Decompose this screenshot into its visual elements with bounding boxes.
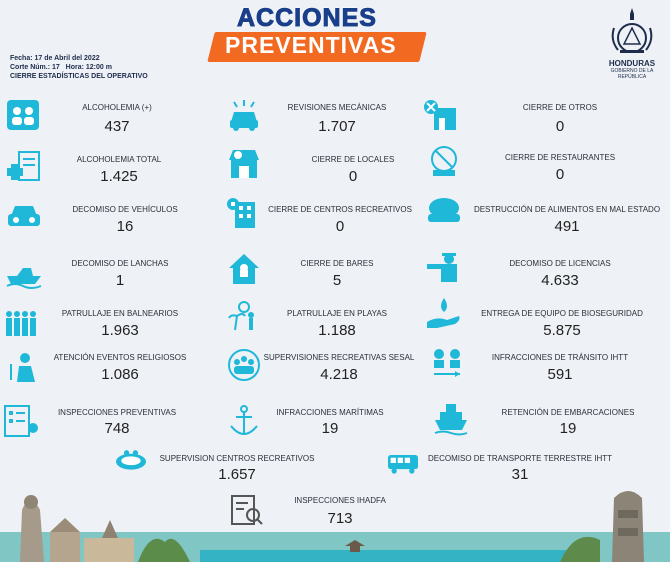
stat-value-decomiso-de-lanchas: 1 bbox=[115, 272, 125, 289]
bus-icon bbox=[382, 448, 424, 483]
group-circle-icon bbox=[225, 348, 263, 387]
stat-value-inspecciones-ihadfa: 713 bbox=[327, 510, 353, 527]
stat-label-supervisiones-recreativas-sesal: SUPERVISIONES RECREATIVAS SESAL bbox=[263, 353, 415, 362]
footer-scenery bbox=[0, 480, 670, 562]
building-icon bbox=[84, 538, 134, 562]
report-closure: CIERRE ESTADÍSTICAS DEL OPERATIVO bbox=[10, 73, 148, 80]
stat-value-decomiso-de-licencias: 4.633 bbox=[541, 272, 579, 289]
building-lock-icon bbox=[225, 196, 263, 235]
stat-label-atencion-eventos-religiosos: ATENCIÓN EVENTOS RELIGIOSOS bbox=[53, 353, 187, 362]
stat-label-decomiso-de-lanchas: DECOMISO DE LANCHAS bbox=[71, 259, 169, 268]
stat-value-platrullaje-en-playas: 1.188 bbox=[318, 322, 356, 339]
stat-label-alcoholemia: ALCOHOLEMIA (+) bbox=[82, 103, 152, 112]
stat-value-entrega-de-equipo-de-bioseguridad: 5.875 bbox=[543, 322, 581, 339]
logo-name: HONDURAS bbox=[608, 59, 656, 68]
stat-label-platrullaje-en-playas: PLATRULLAJE EN PLAYAS bbox=[286, 309, 388, 318]
report-meta bbox=[10, 54, 148, 81]
title-block bbox=[205, 4, 435, 62]
stat-label-cierre-de-bares: CIERRE DE BARES bbox=[300, 259, 374, 268]
hand-drop-icon bbox=[425, 296, 463, 335]
checklist-icon bbox=[3, 404, 41, 443]
stat-label-retencion-de-embarcaciones: RETENCIÓN DE EMBARCACIONES bbox=[501, 408, 635, 417]
shop-closed-icon bbox=[422, 98, 460, 137]
statue-icon bbox=[20, 500, 44, 562]
praying-icon bbox=[5, 350, 43, 389]
stat-value-cierre-de-restaurantes: 0 bbox=[555, 166, 565, 183]
stat-value-supervisiones-recreativas-sesal: 4.218 bbox=[320, 366, 358, 383]
anchor-icon bbox=[225, 404, 263, 443]
stat-label-infracciones-maritimas: INFRACCIONES MARÍTIMAS bbox=[276, 408, 384, 417]
stat-value-alcoholemia-total: 1.425 bbox=[100, 168, 138, 185]
house-lock-icon bbox=[225, 252, 263, 291]
stat-label-entrega-de-equipo-de-bioseguridad: ENTREGA DE EQUIPO DE BIOSEGURIDAD bbox=[481, 309, 643, 318]
stela-icon bbox=[612, 491, 644, 562]
stat-label-alcoholemia-total: ALCOHOLEMIA TOTAL bbox=[76, 155, 162, 164]
title-line-1: ACCIONES bbox=[237, 4, 377, 32]
stat-value-cierre-de-bares: 5 bbox=[332, 272, 342, 289]
report-cut: Corte Núm.: 17 bbox=[10, 64, 60, 71]
food-icon bbox=[425, 194, 463, 233]
stat-label-decomiso-de-vehiculos: DECOMISO DE VEHÍCULOS bbox=[72, 205, 178, 214]
stat-label-revisiones-mecanicas: REVISIONES MECÁNICAS bbox=[287, 103, 387, 112]
police-officer-icon bbox=[425, 250, 463, 289]
stat-label-inspecciones-ihadfa: INSPECCIONES IHADFA bbox=[294, 496, 386, 505]
logo-subtitle: GOBIERNO DE LA REPÚBLICA bbox=[610, 68, 654, 80]
stat-value-cierre-de-locales: 0 bbox=[348, 168, 358, 185]
stat-value-retencion-de-embarcaciones: 19 bbox=[559, 420, 577, 437]
document-icon bbox=[5, 150, 43, 189]
car-alert-icon bbox=[225, 98, 263, 137]
stat-label-destruccion-de-alimentos-en-mal-estado: DESTRUCCIÓN DE ALIMENTOS EN MAL ESTADO bbox=[473, 205, 661, 214]
people-test-icon bbox=[5, 98, 43, 137]
ship-icon bbox=[432, 402, 470, 441]
stat-label-cierre-de-locales: CIERRE DE LOCALES bbox=[311, 155, 395, 164]
stat-value-atencion-eventos-religiosos: 1.086 bbox=[101, 366, 139, 383]
stat-value-infracciones-de-transito-ihtt: 591 bbox=[547, 366, 573, 383]
title-line-2: PREVENTIVAS bbox=[225, 32, 397, 58]
speedboat-icon bbox=[5, 256, 43, 295]
stat-value-decomiso-de-transporte-terrestre-ihtt: 31 bbox=[511, 466, 529, 483]
stat-label-decomiso-de-transporte-terrestre-ihtt: DECOMISO DE TRANSPORTE TERRESTRE IHTT bbox=[427, 454, 613, 463]
stat-label-cierre-de-centros-recreativos: CIERRE DE CENTROS RECREATIVOS bbox=[268, 205, 412, 214]
store-lock-icon bbox=[225, 146, 263, 185]
pool-icon bbox=[110, 444, 152, 479]
stat-value-infracciones-maritimas: 19 bbox=[321, 420, 339, 437]
stat-label-infracciones-de-transito-ihtt: INFRACCIONES DE TRÁNSITO IHTT bbox=[491, 353, 629, 362]
stat-value-cierre-de-otros: 0 bbox=[555, 118, 565, 135]
beach-icon bbox=[225, 300, 263, 339]
stat-label-cierre-de-restaurantes: CIERRE DE RESTAURANTES bbox=[504, 153, 616, 162]
stat-value-alcoholemia: 437 bbox=[104, 118, 130, 135]
stat-value-supervision-centros-recreativos: 1.657 bbox=[218, 466, 256, 483]
stat-value-cierre-de-centros-recreativos: 0 bbox=[335, 218, 345, 235]
stat-label-inspecciones-preventivas: INSPECCIONES PREVENTIVAS bbox=[57, 408, 177, 417]
church-icon bbox=[50, 532, 80, 562]
stat-value-decomiso-de-vehiculos: 16 bbox=[116, 218, 134, 235]
stat-label-cierre-de-otros: CIERRE DE OTROS bbox=[522, 103, 598, 112]
stat-label-decomiso-de-licencias: DECOMISO DE LICENCIAS bbox=[509, 259, 611, 268]
stat-value-destruccion-de-alimentos-en-mal-estado: 491 bbox=[554, 218, 580, 235]
stat-label-patrullaje-en-balnearios: PATRULLAJE EN BALNEARIOS bbox=[61, 309, 179, 318]
car-icon bbox=[5, 198, 43, 237]
crowd-icon bbox=[3, 306, 41, 345]
honduras-logo bbox=[600, 6, 664, 80]
report-cut-hour bbox=[10, 63, 148, 72]
report-date: Fecha: 17 de Abril del 2022 bbox=[10, 55, 100, 62]
restaurant-closed-icon bbox=[425, 144, 463, 183]
report-hour: Hora: 12:00 m bbox=[65, 64, 112, 71]
stat-value-revisiones-mecanicas: 1.707 bbox=[318, 118, 356, 135]
stat-value-patrullaje-en-balnearios: 1.963 bbox=[101, 322, 139, 339]
stat-value-inspecciones-preventivas: 748 bbox=[104, 420, 130, 437]
coat-of-arms-icon bbox=[600, 6, 664, 58]
stat-label-supervision-centros-recreativos: SUPERVISION CENTROS RECREATIVOS bbox=[159, 454, 315, 463]
transit-exchange-icon bbox=[428, 346, 466, 385]
